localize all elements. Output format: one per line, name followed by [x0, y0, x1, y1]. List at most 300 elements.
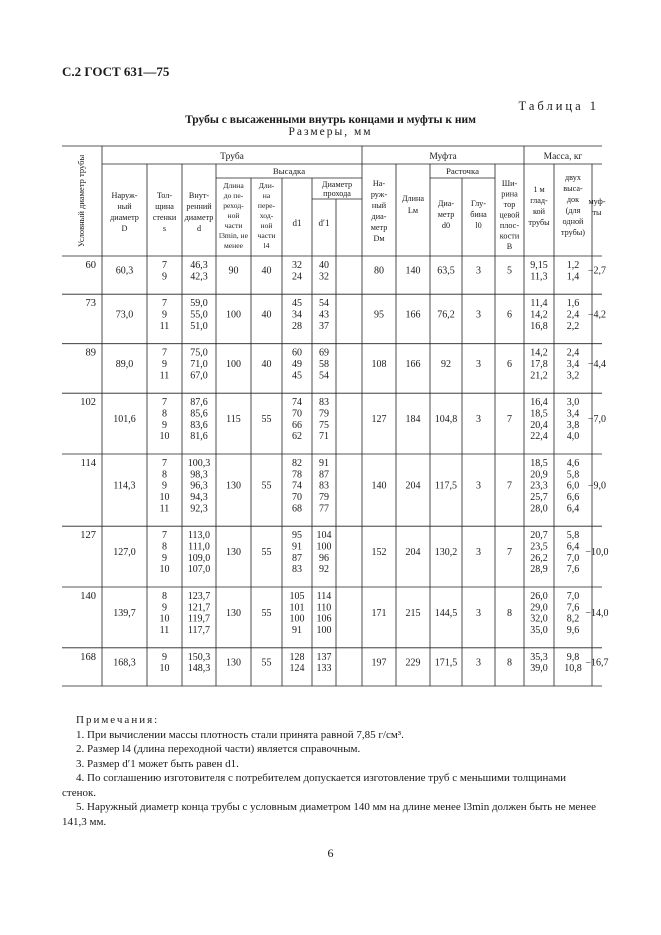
cell-d1-prime: 83	[319, 480, 329, 492]
cell-length-nontransition: 130	[226, 657, 241, 669]
col-face-width-header: цевой	[499, 210, 520, 220]
cell-d1: 45	[292, 298, 302, 310]
cell-mass-upsets: 9,8	[566, 651, 580, 663]
cell-mass-pipe: 29,0	[530, 602, 548, 614]
cell-mass-coupling: −9,0	[587, 480, 607, 492]
cell-wall: 9	[162, 651, 167, 663]
cell-mass-pipe: 35,0	[530, 624, 548, 636]
cell-mass-coupling: −4,4	[587, 359, 607, 371]
col-coupling-outer-header: Dм	[373, 234, 385, 243]
cell-mass-pipe: 11,4	[530, 298, 548, 310]
cell-face-width: 7	[507, 414, 512, 426]
cell-d1: 45	[292, 370, 302, 382]
cell-mass-pipe: 11,3	[530, 271, 548, 283]
cell-wall: 10	[159, 431, 170, 443]
cell-length-transition: 40	[261, 359, 272, 371]
col-coupling-outer-header: метр	[370, 223, 388, 232]
cell-mass-upsets: 3,4	[566, 408, 580, 420]
cell-wall: 9	[162, 309, 167, 321]
col-bore-depth-header: Глу-	[470, 199, 487, 208]
cell-d1-prime: 100	[316, 624, 332, 636]
cell-wall: 7	[162, 347, 167, 359]
cell-mass-upsets: 9,6	[566, 624, 580, 636]
cell-d1-prime: 77	[319, 503, 329, 515]
cell-cond-diameter: 114	[80, 458, 96, 470]
cell-coupling-outer: 152	[371, 547, 387, 559]
cell-inner-diameter: 98,3	[190, 469, 208, 481]
cell-mass-upsets: 7,0	[566, 552, 580, 564]
cell-d1-prime: 87	[319, 469, 329, 481]
col-d1-header: d1	[292, 218, 302, 228]
notes-block	[62, 713, 602, 829]
cell-mass-upsets: 10,8	[564, 663, 582, 675]
cell-inner-diameter: 150,3	[187, 651, 211, 663]
cell-mass-pipe: 32,0	[530, 613, 548, 625]
cell-inner-diameter: 67,0	[190, 370, 208, 382]
col-length-nontransition-header: до пе-	[223, 191, 244, 200]
cell-mass-upsets: 8,2	[566, 613, 580, 625]
cell-mass-coupling: −4,2	[587, 309, 607, 321]
cell-d1: 34	[292, 309, 302, 321]
cell-cond-diameter: 60	[85, 260, 96, 271]
cell-d1-prime: 106	[316, 613, 332, 625]
cell-mass-pipe: 39,0	[530, 663, 548, 675]
cell-face-width: 7	[507, 480, 512, 492]
cell-coupling-length: 204	[405, 480, 421, 492]
cell-outer-diameter: 73,0	[115, 309, 134, 321]
cell-inner-diameter: 96,3	[190, 480, 208, 492]
standard-header: С.2 ГОСТ 631—75	[62, 64, 170, 79]
cell-wall: 7	[162, 530, 167, 542]
cell-inner-diameter: 87,6	[190, 397, 208, 409]
cell-d1-prime: 104	[316, 530, 332, 542]
cell-mass-pipe: 25,7	[530, 491, 548, 503]
col-cond-diameter-header: Условный диаметр трубы	[76, 154, 86, 248]
cell-bore-diameter: 117,5	[434, 480, 458, 492]
col-d1-prime-header: d′1	[318, 218, 330, 228]
cell-mass-upsets: 1,4	[566, 271, 580, 283]
cell-inner-diameter: 83,6	[190, 419, 208, 431]
group-coupling-header: Муфта	[429, 152, 457, 162]
group-mass-header: Масса, кг	[543, 152, 583, 162]
cell-cond-diameter: 140	[80, 590, 96, 602]
cell-bore-diameter: 104,8	[434, 414, 458, 426]
col-wall-header: стенки	[152, 213, 177, 222]
cell-d1-prime: 32	[319, 271, 329, 283]
col-bore-diameter-header: d0	[441, 221, 451, 230]
cell-inner-diameter: 51,0	[190, 320, 208, 332]
cell-bore-depth: 3	[476, 359, 481, 371]
cell-d1: 68	[292, 503, 302, 515]
cell-d1: 66	[292, 419, 302, 431]
cell-face-width: 8	[507, 607, 512, 619]
cell-mass-pipe: 16,4	[530, 397, 548, 409]
col-mass-coupling-header: муф-	[588, 197, 606, 206]
note-3: 3. Размер d′1 может быть равен d1.	[76, 757, 239, 770]
col-inner-diameter-header: диаметр	[184, 213, 214, 222]
col-face-width-header: рина	[501, 189, 518, 199]
col-length-transition-header: части	[257, 231, 276, 240]
col-length-transition-header: Дли-	[258, 181, 275, 190]
cell-bore-diameter: 63,5	[437, 265, 455, 277]
cell-mass-upsets: 2,4	[566, 347, 580, 359]
cell-wall: 8	[162, 408, 167, 420]
cell-inner-diameter: 119,7	[187, 613, 211, 625]
cell-mass-upsets: 7,6	[566, 602, 580, 614]
cell-mass-pipe: 14,2	[530, 347, 548, 359]
cell-bore-depth: 3	[476, 480, 481, 492]
upset-header: Высадка	[272, 166, 306, 176]
cell-d1: 32	[292, 260, 302, 271]
cell-wall: 7	[162, 298, 167, 310]
cell-d1: 74	[292, 480, 302, 492]
cell-mass-upsets: 6,4	[566, 541, 580, 553]
cell-face-width: 7	[507, 547, 512, 559]
cell-length-transition: 55	[261, 607, 272, 619]
cell-inner-diameter: 59,0	[190, 298, 208, 310]
cell-wall: 7	[162, 458, 167, 470]
cell-d1-prime: 54	[319, 298, 329, 310]
cell-d1: 101	[289, 602, 305, 614]
cell-inner-diameter: 85,6	[190, 408, 208, 420]
col-coupling-length-header: Длина	[401, 194, 425, 203]
cell-wall: 8	[162, 541, 167, 553]
cell-d1: 70	[292, 491, 302, 503]
cell-wall: 10	[159, 564, 170, 576]
cell-face-width: 8	[507, 657, 512, 669]
cell-d1: 70	[292, 408, 302, 420]
cell-coupling-outer: 197	[371, 657, 387, 669]
col-length-nontransition-header: ной	[227, 211, 240, 220]
cell-inner-diameter: 121,7	[187, 602, 211, 614]
cell-mass-pipe: 9,15	[530, 260, 548, 271]
col-length-transition-header: ной	[260, 221, 273, 230]
cell-length-nontransition: 100	[226, 309, 241, 321]
cell-cond-diameter: 102	[80, 397, 96, 409]
col-bore-diameter-header: метр	[437, 210, 455, 219]
cell-face-width: 6	[507, 359, 512, 371]
cell-outer-diameter: 89,0	[115, 359, 134, 371]
col-bore-depth-header: l0	[475, 221, 482, 230]
col-length-transition-header: ход-	[259, 211, 274, 220]
cell-wall: 11	[159, 370, 170, 382]
cell-inner-diameter: 117,7	[187, 624, 211, 636]
cell-inner-diameter: 100,3	[187, 458, 211, 470]
cell-length-nontransition: 130	[226, 547, 241, 559]
cell-mass-upsets: 1,6	[566, 298, 580, 310]
cell-d1-prime: 92	[319, 564, 329, 576]
cell-mass-pipe: 20,7	[530, 530, 548, 542]
col-outer-diameter-header: диаметр	[110, 213, 139, 222]
cell-mass-upsets: 3,8	[566, 419, 580, 431]
cell-mass-coupling: −16,7	[585, 657, 609, 669]
cell-mass-pipe: 23,3	[530, 480, 548, 492]
cell-length-nontransition: 130	[226, 480, 241, 492]
col-face-width-header: тор	[503, 200, 516, 209]
table-subtitle: Размеры, мм	[288, 126, 373, 138]
cell-mass-pipe: 23,5	[530, 541, 548, 553]
cell-d1: 82	[292, 458, 302, 470]
col-bore-diameter-header: Диа-	[437, 199, 455, 208]
cell-mass-pipe: 26,0	[530, 590, 548, 602]
cell-d1: 49	[292, 359, 302, 371]
cell-coupling-outer: 127	[371, 414, 387, 426]
cell-mass-pipe: 16,8	[530, 320, 548, 332]
cell-wall: 8	[162, 469, 167, 481]
cell-d1: 28	[292, 320, 302, 332]
cell-cond-diameter: 127	[80, 530, 96, 542]
cell-mass-coupling: −10,0	[585, 547, 609, 559]
col-length-transition-header: на	[262, 191, 271, 200]
cell-d1-prime: 43	[319, 309, 329, 321]
cell-mass-pipe: 17,8	[530, 359, 548, 371]
cell-wall: 9	[162, 480, 167, 492]
cell-d1: 60	[292, 347, 302, 359]
col-coupling-outer-header: На-	[372, 179, 386, 188]
cell-inner-diameter: 81,6	[190, 431, 208, 443]
cell-inner-diameter: 71,0	[190, 359, 208, 371]
cell-d1-prime: 83	[319, 397, 329, 409]
cell-cond-diameter: 73	[85, 298, 96, 310]
cell-mass-pipe: 21,2	[530, 370, 548, 382]
col-wall-header: щина	[155, 202, 174, 211]
cell-d1: 24	[292, 271, 302, 283]
cell-bore-diameter: 76,2	[437, 309, 455, 321]
cell-coupling-outer: 171	[371, 607, 387, 619]
col-bore-depth-header: бина	[470, 210, 487, 219]
cell-wall: 7	[162, 397, 167, 409]
cell-mass-coupling: −7,0	[587, 414, 607, 426]
passage-header: Диаметр	[321, 180, 353, 189]
cell-d1: 74	[292, 397, 302, 409]
cell-mass-upsets: 7,6	[566, 564, 580, 576]
cell-length-nontransition: 115	[226, 414, 241, 426]
cell-d1: 87	[292, 552, 302, 564]
cell-mass-upsets: 1,2	[566, 260, 580, 271]
col-length-transition-header: пере-	[257, 201, 276, 210]
cell-outer-diameter: 127,0	[113, 547, 136, 559]
cell-mass-upsets: 6,4	[566, 503, 580, 515]
cell-d1: 91	[292, 624, 302, 636]
col-mass-upsets-header: выса-	[563, 184, 583, 193]
cell-face-width: 5	[507, 265, 512, 277]
cell-wall: 11	[159, 624, 170, 636]
cell-coupling-length: 204	[405, 547, 421, 559]
cell-d1: 128	[289, 651, 305, 663]
col-wall-header: s	[162, 224, 167, 233]
passage-header: прохода	[323, 189, 351, 198]
cell-length-transition: 55	[261, 547, 272, 559]
cell-wall: 9	[162, 271, 167, 283]
note-2: 2. Размер l4 (длина переходной части) является справочным.	[76, 743, 361, 755]
cell-mass-pipe: 14,2	[530, 309, 548, 321]
cell-mass-pipe: 28,0	[530, 503, 548, 515]
cell-wall: 9	[162, 359, 167, 371]
cell-wall: 11	[159, 320, 170, 332]
col-outer-diameter-header: ный	[117, 202, 132, 211]
cell-wall: 10	[159, 663, 170, 675]
col-outer-diameter-header: D	[121, 224, 128, 233]
pipes-table-grid	[62, 146, 609, 686]
col-mass-upsets-header: двух	[565, 173, 581, 182]
pipes-table	[62, 146, 609, 686]
col-coupling-outer-header: ный	[371, 201, 387, 210]
cell-bore-depth: 3	[476, 265, 481, 277]
cell-d1: 83	[292, 564, 302, 576]
cell-length-nontransition: 90	[228, 265, 239, 277]
cell-mass-pipe: 28,9	[530, 564, 548, 576]
cell-d1: 95	[292, 530, 302, 542]
cell-cond-diameter: 89	[85, 347, 96, 359]
col-coupling-length-header: Lм	[407, 206, 419, 215]
bore-header: Расточка	[445, 166, 480, 176]
cell-d1: 62	[292, 431, 302, 443]
cell-d1: 91	[292, 541, 302, 553]
col-inner-diameter-header: d	[196, 224, 202, 233]
cell-wall: 9	[162, 552, 167, 564]
cell-inner-diameter: 148,3	[187, 663, 211, 675]
col-inner-diameter-header: Внут-	[188, 191, 210, 200]
cell-wall: 11	[159, 503, 170, 515]
cell-d1-prime: 71	[319, 431, 329, 443]
cell-mass-upsets: 6,6	[566, 491, 580, 503]
col-mass-upsets-header: (для	[565, 206, 581, 215]
col-face-width-header: кости	[499, 231, 520, 241]
cell-bore-depth: 3	[476, 547, 481, 559]
page-number: 6	[327, 846, 334, 860]
note-4: 4. По соглашению изготовителя с потребителем допускается изготовление труб с меньшими толщинами стенок.	[62, 772, 567, 799]
note-5: 5. Наружный диаметр конца трубы с условным диаметром 140 мм на длине менее l3min должен быть не менее 141,3 мм.	[62, 801, 596, 828]
cell-inner-diameter: 111,0	[188, 541, 210, 553]
col-inner-diameter-header: ренний	[186, 202, 212, 211]
cell-d1: 105	[289, 590, 305, 602]
cell-bore-depth: 3	[476, 657, 481, 669]
col-mass-upsets-header: трубы)	[560, 228, 586, 237]
cell-coupling-length: 215	[405, 607, 421, 619]
cell-length-transition: 40	[261, 265, 272, 277]
cell-mass-coupling: −2,7	[587, 265, 607, 277]
cell-mass-pipe: 18,5	[530, 408, 548, 420]
col-coupling-outer-header: диа-	[371, 212, 387, 221]
cell-d1: 78	[292, 469, 302, 481]
cell-d1-prime: 114	[316, 590, 332, 602]
cell-d1-prime: 91	[319, 458, 329, 470]
cell-coupling-length: 184	[405, 414, 421, 426]
cell-mass-upsets: 5,8	[566, 469, 580, 481]
cell-coupling-length: 229	[405, 657, 421, 669]
cell-bore-depth: 3	[476, 414, 481, 426]
cell-inner-diameter: 107,0	[187, 564, 211, 576]
table-title: Трубы с высаженными внутрь концами и муфты к ним	[185, 114, 476, 126]
cell-d1-prime: 96	[319, 552, 329, 564]
cell-mass-upsets: 7,0	[566, 590, 580, 602]
cell-inner-diameter: 75,0	[190, 347, 208, 359]
cell-outer-diameter: 114,3	[113, 480, 136, 492]
col-mass-pipe-header: глад-	[530, 196, 548, 205]
cell-outer-diameter: 168,3	[113, 657, 136, 669]
cell-wall: 10	[159, 491, 170, 503]
col-mass-pipe-header: кой	[532, 207, 546, 216]
cell-d1-prime: 110	[316, 602, 332, 614]
col-coupling-outer-header: руж-	[370, 190, 388, 199]
cell-bore-diameter: 171,5	[434, 657, 458, 669]
col-length-nontransition-header: менее	[224, 241, 243, 250]
cell-mass-pipe: 20,4	[530, 419, 548, 431]
cell-length-nontransition: 130	[226, 607, 241, 619]
cell-d1-prime: 37	[319, 320, 329, 332]
cell-wall: 8	[162, 590, 167, 602]
cell-d1-prime: 69	[319, 347, 329, 359]
col-length-transition-header: l4	[263, 241, 270, 250]
cell-inner-diameter: 109,0	[187, 552, 211, 564]
cell-d1: 100	[289, 613, 305, 625]
cell-mass-upsets: 4,6	[566, 458, 580, 470]
cell-d1-prime: 100	[316, 541, 332, 553]
col-mass-coupling-header: ты	[592, 208, 602, 217]
cell-bore-depth: 3	[476, 607, 481, 619]
cell-mass-upsets: 6,0	[566, 480, 580, 492]
col-face-width-header: плос-	[499, 221, 520, 230]
cell-length-transition: 55	[261, 657, 272, 669]
col-mass-upsets-header: одной	[562, 217, 584, 226]
cell-outer-diameter: 139,7	[113, 607, 136, 619]
col-mass-upsets-header: док	[566, 195, 580, 204]
cell-d1-prime: 137	[316, 651, 332, 663]
cell-mass-pipe: 20,9	[530, 469, 548, 481]
cell-bore-diameter: 130,2	[434, 547, 458, 559]
col-mass-pipe-header: 1 м	[533, 185, 545, 194]
cell-length-transition: 55	[261, 480, 272, 492]
cell-d1-prime: 54	[319, 370, 329, 382]
col-length-nontransition-header: l3min, не	[219, 231, 248, 240]
cell-inner-diameter: 123,7	[187, 590, 211, 602]
cell-inner-diameter: 92,3	[190, 503, 208, 515]
cell-length-transition: 55	[261, 414, 272, 426]
cell-mass-pipe: 22,4	[530, 431, 548, 443]
col-mass-pipe-header: трубы	[528, 218, 550, 227]
cell-inner-diameter: 55,0	[190, 309, 208, 321]
cell-coupling-outer: 108	[371, 359, 387, 371]
cell-mass-upsets: 2,2	[566, 320, 580, 332]
col-face-width-header: B	[506, 242, 513, 251]
cell-mass-upsets: 4,0	[566, 431, 580, 443]
cell-mass-upsets: 3,2	[566, 370, 580, 382]
cell-face-width: 6	[507, 309, 512, 321]
cell-d1-prime: 75	[319, 419, 329, 431]
col-length-nontransition-header: реход-	[223, 201, 244, 210]
note-1: 1. При вычислении массы плотность стали принята равной 7,85 г/см³.	[76, 728, 404, 741]
cell-d1: 124	[289, 663, 305, 675]
cell-mass-upsets: 5,8	[566, 530, 580, 542]
cell-length-nontransition: 100	[226, 359, 241, 371]
cell-outer-diameter: 101,6	[113, 414, 136, 426]
cell-d1-prime: 58	[319, 359, 329, 371]
cell-coupling-length: 166	[405, 309, 421, 321]
cell-cond-diameter: 168	[80, 651, 96, 663]
cell-mass-upsets: 2,4	[566, 309, 580, 321]
cell-mass-pipe: 26,2	[530, 552, 548, 564]
cell-inner-diameter: 113,0	[187, 530, 211, 542]
table-label: Таблица 1	[518, 99, 599, 113]
cell-length-transition: 40	[261, 309, 272, 321]
notes-title: Примечания:	[76, 714, 160, 726]
cell-d1-prime: 133	[316, 663, 332, 675]
cell-mass-pipe: 18,5	[530, 458, 548, 470]
cell-wall: 10	[159, 613, 170, 625]
cell-coupling-outer: 95	[374, 309, 384, 321]
cell-outer-diameter: 60,3	[115, 265, 134, 277]
cell-d1-prime: 79	[319, 491, 329, 503]
